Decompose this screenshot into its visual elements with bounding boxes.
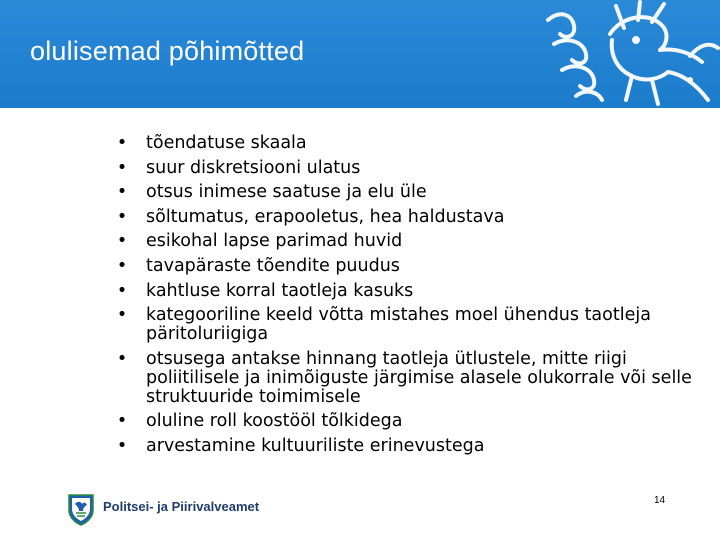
bullet-text: sõltumatus, erapooletus, hea haldustava: [146, 206, 505, 227]
list-item: [116, 350, 696, 407]
list-item: [116, 183, 696, 202]
list-item: [116, 257, 696, 276]
bullet-dot: •: [116, 435, 128, 456]
list-item: [116, 306, 696, 344]
bullet-dot: •: [116, 348, 128, 369]
bullet-list: [116, 134, 696, 462]
list-item: [116, 159, 696, 178]
bullet-text: kahtluse korral taotleja kasuks: [146, 280, 414, 301]
list-item: [116, 412, 696, 431]
bullet-text: tõendatuse skaala: [146, 133, 307, 153]
page-number: 14: [654, 495, 666, 506]
lion-crest-icon: [540, 0, 720, 108]
list-item: [116, 437, 696, 456]
police-coat-of-arms-icon: [66, 492, 96, 526]
bullet-dot: •: [116, 231, 128, 252]
bullet-dot: •: [116, 280, 128, 301]
bullet-dot: •: [116, 206, 128, 227]
bullet-text: kategooriline keeld võtta mistahes moel ühendus taotleja päritoluriigiga: [146, 305, 651, 345]
bullet-dot: •: [116, 255, 128, 276]
bullet-dot: •: [116, 133, 128, 153]
bullet-dot: •: [116, 182, 128, 203]
list-item: [116, 282, 696, 301]
bullet-text: otsus inimese saatuse ja elu üle: [146, 182, 427, 203]
organization-name: Politsei- ja Piirivalveamet: [103, 499, 260, 514]
list-item: [116, 134, 696, 153]
bullet-text: oluline roll koostööl tõlkidega: [146, 411, 403, 432]
bullet-text: esikohal lapse parimad huvid: [146, 231, 403, 252]
slide-title: olulisemad põhimõtted: [30, 36, 305, 66]
bullet-text: suur diskretsiooni ulatus: [146, 157, 361, 178]
title-bar: [0, 0, 720, 108]
bullet-dot: •: [116, 411, 128, 432]
list-item: [116, 208, 696, 227]
bullet-dot: •: [116, 157, 128, 178]
bullet-dot: •: [116, 305, 128, 326]
bullet-text: otsusega antakse hinnang taotleja ütlustele, mitte riigi poliitilisele ja inimõiguste järgimise alasele olukorrale või selle struktuuride toimimisele: [146, 348, 692, 407]
list-item: [116, 232, 696, 251]
bullet-text: arvestamine kultuuriliste erinevustega: [146, 435, 485, 456]
bullet-text: tavapäraste tõendite puudus: [146, 255, 400, 276]
